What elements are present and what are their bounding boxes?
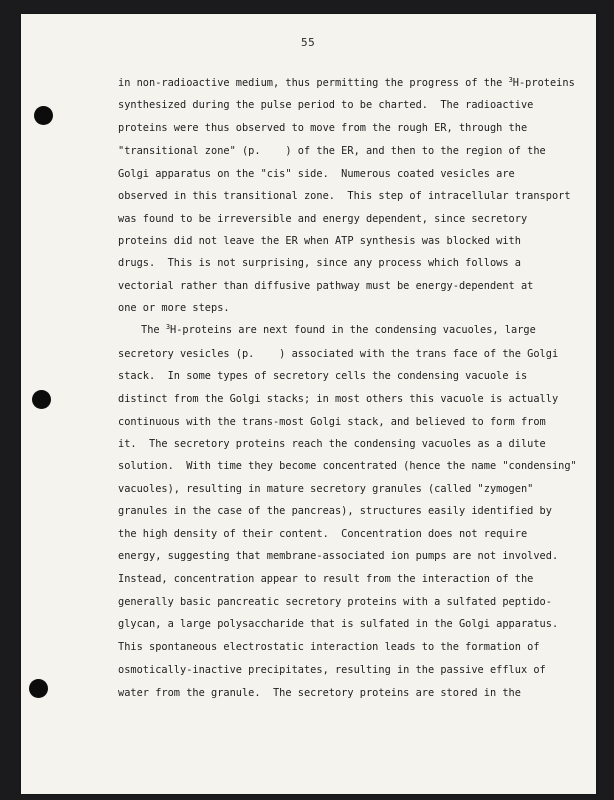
text-line-segment: osmotically-inactive precipitates, resulting in the passive efflux of bbox=[118, 664, 546, 676]
punch-hole-middle bbox=[32, 390, 51, 409]
text-line-segment: H-proteins bbox=[512, 77, 575, 89]
text-line bbox=[118, 596, 552, 608]
superscript-isotope: 3 bbox=[508, 76, 513, 84]
page-number: 55 bbox=[301, 36, 316, 49]
text-line bbox=[118, 416, 546, 428]
text-line-segment: distinct from the Golgi stacks; in most others this vacuole is actually bbox=[118, 393, 559, 405]
text-line-segment: it. The secretory proteins reach the condensing vacuoles as a dilute bbox=[118, 438, 546, 450]
text-line bbox=[118, 190, 571, 202]
text-line-segment: drugs. This is not surprising, since any process which follows a bbox=[118, 257, 521, 269]
text-line bbox=[118, 618, 558, 630]
text-line bbox=[118, 302, 230, 314]
text-line bbox=[118, 235, 521, 247]
text-line-segment: solution. With time they become concentrated (hence the name "condensing" bbox=[118, 460, 577, 472]
text-line bbox=[118, 438, 546, 450]
text-line bbox=[118, 77, 575, 89]
punch-hole-top bbox=[34, 106, 53, 125]
text-line-segment: H-proteins are next found in the condensing vacuoles, large bbox=[170, 324, 536, 336]
text-line bbox=[118, 168, 515, 180]
text-line-segment: proteins were thus observed to move from the rough ER, through the bbox=[118, 122, 528, 134]
text-line bbox=[118, 641, 540, 653]
text-line-segment: proteins did not leave the ER when ATP synthesis was blocked with bbox=[118, 235, 521, 247]
text-line-segment: vectorial rather than diffusive pathway must be energy-dependent at bbox=[118, 280, 534, 292]
superscript-isotope: 3 bbox=[165, 323, 171, 331]
text-line-segment: energy, suggesting that membrane-associated ion pumps are not involved. bbox=[118, 550, 559, 562]
text-line-segment: observed in this transitional zone. This step of intracellular transport bbox=[118, 190, 571, 202]
text-line bbox=[141, 324, 536, 336]
text-line bbox=[118, 550, 558, 562]
text-line bbox=[118, 145, 546, 157]
text-line-segment: Instead, concentration appear to result from the interaction of the bbox=[118, 573, 534, 585]
text-line bbox=[118, 483, 533, 495]
text-line bbox=[118, 664, 546, 676]
text-line-segment: stack. In some types of secretory cells the condensing vacuole is bbox=[118, 370, 528, 382]
text-line-segment: synthesized during the pulse period to be charted. The radioactive bbox=[118, 99, 534, 111]
text-line bbox=[118, 99, 533, 111]
text-line bbox=[118, 122, 527, 134]
text-line-segment: granules in the case of the pancreas), structures easily identified by bbox=[118, 505, 552, 517]
text-line bbox=[118, 505, 552, 517]
text-line-segment: vacuoles), resulting in mature secretory granules (called "zymogen" bbox=[118, 483, 534, 495]
text-line bbox=[118, 687, 521, 699]
document-page bbox=[21, 14, 596, 794]
text-line-segment: The bbox=[141, 324, 166, 336]
text-line-segment: Golgi apparatus on the "cis" side. Numerous coated vesicles are bbox=[118, 168, 515, 180]
text-line bbox=[118, 280, 533, 292]
text-line bbox=[118, 573, 533, 585]
text-line-segment: water from the granule. The secretory proteins are stored in the bbox=[118, 687, 521, 699]
text-line-segment: was found to be irreversible and energy dependent, since secretory bbox=[118, 213, 528, 225]
text-line-segment: This spontaneous electrostatic interaction leads to the formation of bbox=[118, 641, 540, 653]
text-line-segment: generally basic pancreatic secretory proteins with a sulfated peptido- bbox=[118, 596, 552, 608]
text-line-segment: glycan, a large polysaccharide that is sulfated in the Golgi apparatus. bbox=[118, 618, 559, 630]
text-line bbox=[118, 257, 521, 269]
text-line bbox=[118, 460, 577, 472]
text-line-segment: "transitional zone" (p. ) of the ER, and then to the region of the bbox=[118, 145, 546, 157]
text-line bbox=[118, 528, 527, 540]
text-line bbox=[118, 213, 527, 225]
text-line-segment: the high density of their content. Concentration does not require bbox=[118, 528, 528, 540]
text-line-segment: in non-radioactive medium, thus permitting the progress of the bbox=[118, 77, 509, 89]
punch-hole-bottom bbox=[29, 679, 48, 698]
text-line-segment: continuous with the trans-most Golgi stack, and believed to form from bbox=[118, 416, 546, 428]
text-line bbox=[118, 393, 558, 405]
text-line-segment: secretory vesicles (p. ) associated with the trans face of the Golgi bbox=[118, 348, 559, 360]
text-line-segment: one or more steps. bbox=[118, 302, 230, 314]
text-line bbox=[118, 370, 527, 382]
text-line bbox=[118, 348, 558, 360]
